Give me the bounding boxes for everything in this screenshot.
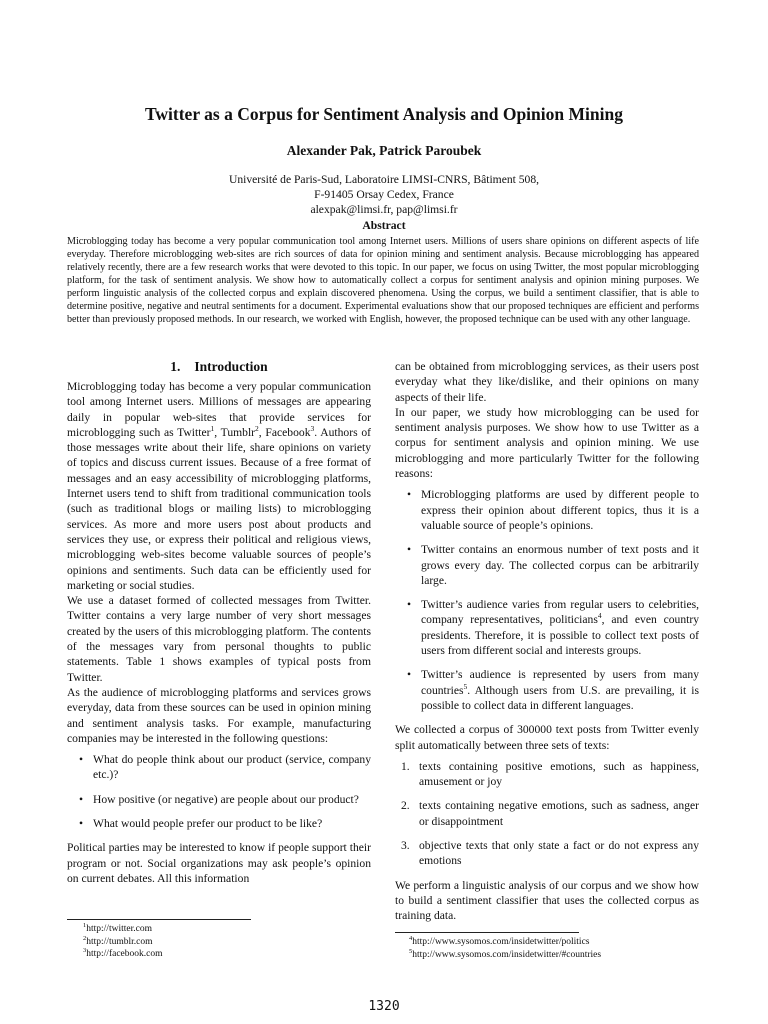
list-item <box>67 752 371 783</box>
section-title: Introduction <box>194 359 268 374</box>
bullet-icon: • <box>407 488 412 502</box>
affiliation-line-2: F-91405 Orsay Cedex, France <box>314 188 454 201</box>
abstract-heading: Abstract <box>362 219 406 232</box>
bullet-icon: • <box>79 792 84 806</box>
list-item <box>395 542 699 588</box>
paper-title: Twitter as a Corpus for Sentiment Analysis and Opinion Mining <box>145 104 623 124</box>
footnote-ref-2: 2 <box>255 424 259 434</box>
affiliation-line-1: Université de Paris-Sud, Laboratoire LIMSI-CNRS, Bâtiment 508, <box>228 173 540 186</box>
footnote-url: http://facebook.com <box>86 949 163 959</box>
bullet-icon: • <box>407 598 412 612</box>
affiliation-email: alexpak@limsi.fr, pap@limsi.fr <box>310 203 458 216</box>
footnote-ref-4: 4 <box>597 611 602 621</box>
footnote-number: 1 <box>83 921 87 929</box>
list-item-text: How positive (or negative) are people about our product? <box>93 792 359 806</box>
footnotes-right <box>409 936 601 961</box>
footnote-url: http://twitter.com <box>86 924 152 934</box>
bullet-icon: • <box>407 668 412 682</box>
list-number: 1. <box>401 759 410 773</box>
intro-paragraph-7: We collected a corpus of 300000 text posts from Twitter evenly split automatically between three sets of texts: <box>395 723 699 752</box>
intro-paragraph-3: As the audience of microblogging platforms and services grows everyday, data from these sources can be used in opinion mining and sentiment analysis tasks. For example, manufacturing companies may be interested in the following questions: <box>67 685 371 745</box>
list-item-text: texts containing negative emotions, such as sadness, anger or disappointment <box>419 799 699 828</box>
footnote-url: http://tumblr.com <box>86 936 153 947</box>
intro-paragraph-2: We use a dataset formed of collected messages from Twitter. Twitter contains a very large number of very short messages created by the users of this microblogging platform. The contents of the messages vary from personal thoughts to public statements. Table 1 shows examples of typical posts from Twitter. <box>67 594 371 684</box>
footnote-ref-1: 1 <box>210 424 215 434</box>
text-run: Microblogging today has become a very popular communication tool among Internet users. Millions of messages are appearing daily in popular web-sites that provide services for microblogging such as Twitter <box>67 380 371 439</box>
list-item <box>395 667 699 713</box>
list-item <box>395 798 699 829</box>
intro-paragraph-6: In our paper, we study how microblogging can be used for sentiment analysis purposes. We show how to use Twitter as a corpus for sentiment analysis and opinion mining. We use microblogging and more particularly Twitter for the following reasons: <box>395 405 699 481</box>
list-item-text: What would people prefer our product to be like? <box>93 817 323 831</box>
footnote-number: 5 <box>409 947 413 955</box>
bullet-icon: • <box>79 753 84 767</box>
list-item <box>395 838 699 869</box>
footnote-number: 3 <box>83 946 87 954</box>
footnote <box>83 923 163 936</box>
section-heading <box>67 359 371 375</box>
page-number: 1320 <box>368 999 400 1014</box>
abstract-text: Microblogging today has become a very popular communication tool among Internet users. Millions of users share opinions on different aspects of life everyday. Therefore microblogging web-sites are rich sources of data for opinion mining and sentiment analysis. Because microblogging has appeared relatively recently, there are a few research works that were devoted to this topic. In our paper, we focus on using Twitter, the most popular microblogging platform, for the task of sentiment analysis. We show how to automatically collect a corpus for sentiment analysis and opinion mining purposes. We perform linguistic analysis of the collected corpus and explain discovered phenomena. Using the corpus, we build a sentiment classifier, that is able to determine positive, negative and neutral sentiments for a document. Experimental evaluations show that our proposed techniques are efficient and performs better than previously proposed methods. In our research, we worked with English, however, the proposed technique can be used with any other language. <box>67 236 699 326</box>
text-run: . Authors of those messages write about their life, share opinions on variety of topics and discuss current issues. Because of a free format of messages and an easy accessibility of microblogging platforms, Internet users tend to shift from traditional communication tools (such as traditional blogs or mailing lists) to microblogging services. As more and more users post about products and services they use, or express their political and religious views, microblogging web-sites become valuable sources of people’s opinions and sentiments. Such data can be efficiently used for marketing or social studies. <box>67 425 371 592</box>
intro-paragraph-8: We perform a linguistic analysis of our corpus and we show how to build a sentiment classifier that uses the collected corpus as training data. <box>395 878 699 923</box>
section-number: 1. <box>170 359 181 374</box>
footnote-number: 4 <box>409 934 413 942</box>
intro-paragraph-5: can be obtained from microblogging services, as their users post everyday what they like/dislike, and their opinions on many aspects of their life. <box>395 360 699 404</box>
footnote-rule <box>395 932 579 933</box>
sets-list <box>395 759 699 869</box>
left-column <box>67 359 371 886</box>
reasons-list <box>395 487 699 713</box>
list-item-text: objective texts that only state a fact or do not express any emotions <box>419 839 699 868</box>
list-item-text: Microblogging platforms are used by different people to express their opinion about different topics, thus it is a valuable source of people’s opinions. <box>421 488 699 532</box>
footnote-url: http://www.sysomos.com/insidetwitter/#countries <box>412 949 602 960</box>
questions-list <box>67 752 371 831</box>
right-column <box>395 359 699 924</box>
list-item <box>67 816 371 831</box>
footnote <box>83 948 163 961</box>
text-run: , Tumblr <box>214 425 256 439</box>
footnote-ref-5: 5 <box>463 681 468 691</box>
intro-paragraph-4: Political parties may be interested to know if people support their program or not. Social organizations may ask people’s opinion on current debates. All this information <box>67 841 371 885</box>
footnote <box>409 936 601 949</box>
footnote-url: http://www.sysomos.com/insidetwitter/politics <box>412 937 590 947</box>
list-item <box>395 597 699 658</box>
list-item-text: Twitter’s audience varies from regular users to celebrities, company representatives, politicians <box>421 598 699 627</box>
intro-paragraph-1 <box>67 379 371 593</box>
list-item-text: Twitter’s audience is represented by users from many countries <box>421 668 699 697</box>
list-item <box>395 487 699 533</box>
footnote-number: 2 <box>83 934 87 942</box>
footnote <box>409 949 601 962</box>
bullet-icon: • <box>407 543 412 557</box>
text-run: , Facebook <box>258 425 311 439</box>
footnote <box>83 936 163 949</box>
list-item-text: , and even country presidents. Therefore, it is possible to collect text posts of users from different social and interests groups. <box>421 613 699 658</box>
list-item <box>67 792 371 807</box>
list-item-text: What do people think about our product (service, company etc.)? <box>93 753 371 782</box>
list-item-text: . Although users from U.S. are prevailing, it is possible to collect data in different languages. <box>421 683 699 712</box>
bullet-icon: • <box>79 817 84 831</box>
list-number: 2. <box>401 799 410 813</box>
paper-authors: Alexander Pak, Patrick Paroubek <box>286 143 482 158</box>
list-item-text: Twitter contains an enormous number of text posts and it grows every day. The collected corpus can be arbitrarily large. <box>421 543 699 587</box>
list-item-text: texts containing positive emotions, such as happiness, amusement or joy <box>419 759 699 789</box>
footnote-rule <box>67 919 251 920</box>
list-number: 3. <box>401 839 410 853</box>
list-item <box>395 759 699 790</box>
footnotes-left <box>83 923 163 961</box>
footnote-ref-3: 3 <box>310 424 315 434</box>
affiliation <box>0 172 768 217</box>
